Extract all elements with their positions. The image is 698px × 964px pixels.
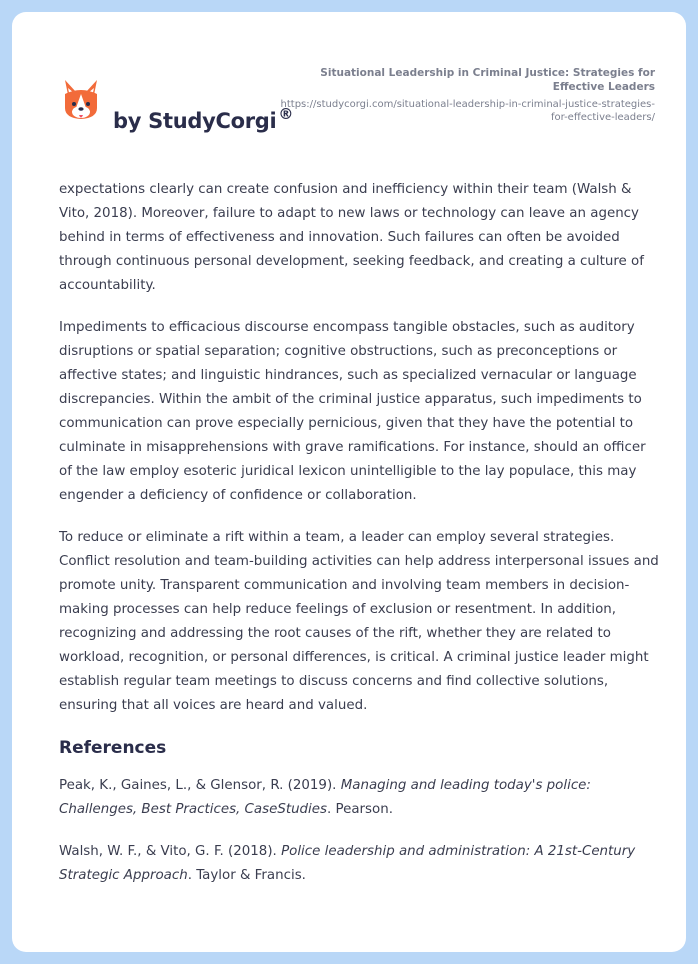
reference-authors: Peak, K., Gaines, L., & Glensor, R. (2019). [59, 778, 341, 793]
brand-name [113, 105, 293, 133]
document-url[interactable]: https://studycorgi.com/situational-leadership-in-criminal-justice-strategies-for-effective-leaders/ [280, 99, 655, 123]
reference-authors: Walsh, W. F., & Vito, G. F. (2018). [59, 844, 282, 859]
document-body [59, 178, 659, 906]
brand-text: by StudyCorgi [113, 109, 277, 133]
studycorgi-logo[interactable] [61, 78, 301, 138]
reference-publisher: . Taylor & Francis. [187, 868, 306, 883]
body-paragraph: Impediments to efficacious discourse encompass tangible obstacles, such as auditory disruptions or spatial separation; cognitive obstructions, such as preconceptions or affective states; and linguistic hindrances, such as specialized vernacular or language discrepancies. Within the ambit of the criminal justice apparatus, such impediments to communication can prove especially pernicious, given that they have the potential to culminate in misapprehensions with grave ramifications. For instance, should an officer of the law employ esoteric juridical lexicon unintelligible to the lay populace, this may engender a deficiency of confidence or collaboration. [59, 320, 646, 503]
body-paragraph: expectations clearly can create confusion and inefficiency within their team (Walsh & Vito, 2018). Moreover, failure to adapt to new laws or technology can leave an agency behind in terms of effectiveness and innovation. Such failures can often be avoided through continuous personal development, seeking feedback, and creating a culture of accountability. [59, 182, 644, 293]
reference-publisher: . Pearson. [327, 802, 393, 817]
reference-title: Managing and leading today's police: Challenges, Best Practices, CaseStudies [59, 778, 591, 817]
reference-item [59, 840, 659, 888]
document-title: Situational Leadership in Criminal Justice: Strategies for Effective Leaders [320, 67, 655, 93]
corgi-logo-icon [61, 78, 101, 124]
document-card [12, 12, 686, 952]
reference-item [59, 774, 659, 822]
references-heading: References [59, 738, 167, 758]
body-paragraph: To reduce or eliminate a rift within a team, a leader can employ several strategies. Conflict resolution and team-building activities can help address interpersonal issues and promote unity. Transparent communication and involving team members in decision-making processes can help reduce feelings of exclusion or resentment. In addition, recognizing and addressing the root causes of the rift, whether they are related to workload, recognition, or personal differences, is critical. A criminal justice leader might establish regular team meetings to discuss concerns and find collective solutions, ensuring that all voices are heard and valued. [59, 530, 659, 713]
document-meta [275, 66, 655, 124]
reference-title: Police leadership and administration: A 21st-Century Strategic Approach [59, 844, 636, 883]
registered-mark: ® [278, 105, 294, 123]
